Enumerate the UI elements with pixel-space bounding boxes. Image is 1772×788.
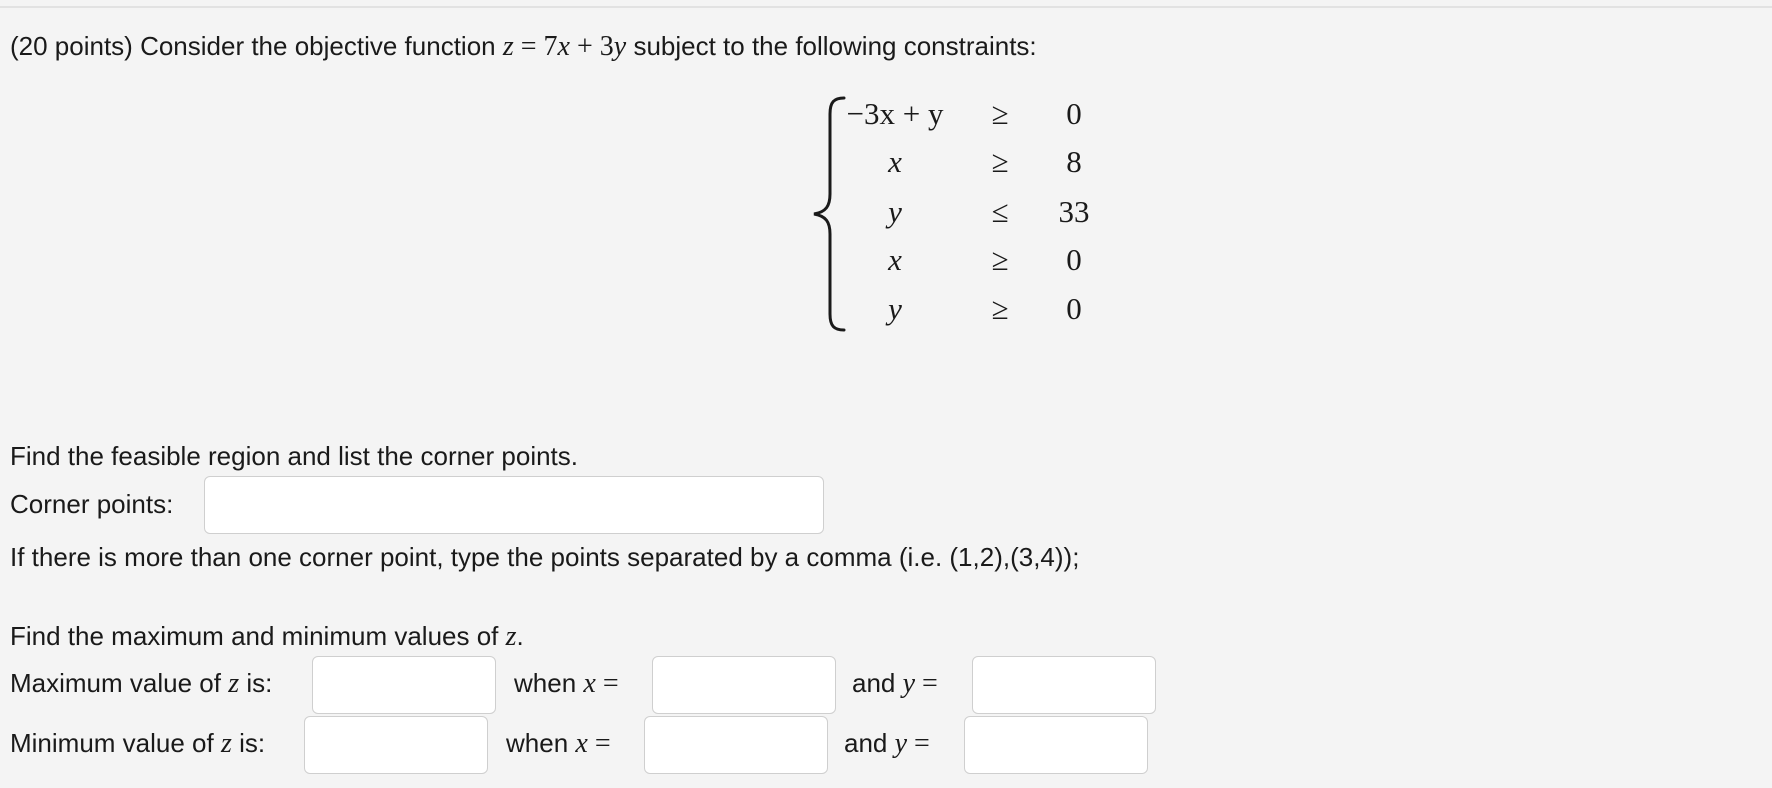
min-when-x	[506, 727, 611, 760]
corner-label: Corner points:	[10, 489, 174, 519]
max-label-text: Maximum value of	[10, 668, 229, 698]
max-x-input[interactable]	[652, 656, 836, 714]
constraint-relation: ≤	[991, 194, 1009, 229]
min-when-eq: =	[587, 728, 611, 759]
min-label-after: is:	[231, 728, 266, 758]
min-label	[10, 727, 265, 760]
min-when-var: x	[575, 728, 588, 759]
corner-points-input[interactable]	[204, 476, 824, 534]
optimize-period: .	[516, 621, 524, 651]
max-when-text: when	[514, 668, 584, 698]
optimize-instruction	[10, 620, 524, 653]
objective-x: x	[557, 31, 570, 62]
max-label	[10, 667, 272, 700]
max-and-y	[852, 667, 938, 700]
min-and-y	[844, 727, 930, 760]
min-y-input[interactable]	[964, 716, 1148, 774]
min-and-text: and	[844, 728, 895, 758]
min-x-input[interactable]	[644, 716, 828, 774]
constraint-relation: ≥	[991, 144, 1009, 179]
constraint-lhs: y	[888, 291, 902, 326]
constraint-rhs: 0	[1066, 291, 1082, 326]
top-divider	[0, 6, 1772, 8]
constraint-relation: ≥	[991, 242, 1009, 277]
max-y-input[interactable]	[972, 656, 1156, 714]
objective-y: y	[613, 31, 627, 62]
min-label-var: z	[220, 728, 232, 759]
min-label-text: Minimum value of	[10, 728, 221, 758]
constraint-rhs: 33	[1058, 194, 1090, 229]
max-value-input[interactable]	[312, 656, 496, 714]
constraint-lhs: x	[888, 144, 902, 179]
max-when-x	[514, 667, 619, 700]
constraint-lhs: x	[888, 242, 902, 277]
max-and-eq: =	[915, 668, 938, 699]
max-and-text: and	[852, 668, 903, 698]
max-when-var: x	[583, 668, 596, 699]
max-label-var: z	[228, 668, 240, 699]
constraint-rhs: 8	[1066, 144, 1082, 179]
min-when-text: when	[506, 728, 576, 758]
corner-instruction: Find the feasible region and list the corner points.	[10, 441, 579, 471]
max-when-eq: =	[595, 668, 619, 699]
intro-after-text: subject to the following constraints:	[626, 31, 1037, 61]
constraint-lhs: y	[888, 194, 902, 229]
objective-plus: + 3	[569, 31, 614, 62]
optimize-instruction-text: Find the maximum and minimum values of	[10, 621, 506, 651]
intro-text: (20 points) Consider the objective function	[10, 31, 503, 61]
objective-z: z	[502, 31, 514, 62]
optimize-var: z	[505, 621, 517, 652]
constraint-rhs: 0	[1066, 242, 1082, 277]
min-and-eq: =	[907, 728, 930, 759]
problem-statement	[10, 30, 1037, 63]
min-value-input[interactable]	[304, 716, 488, 774]
max-and-var: y	[902, 668, 916, 699]
constraint-relation: ≥	[991, 96, 1009, 131]
constraint-relation: ≥	[991, 291, 1009, 326]
max-label-after: is:	[239, 668, 273, 698]
objective-eq: = 7	[513, 31, 558, 62]
constraint-rhs: 0	[1066, 96, 1082, 131]
corner-hint: If there is more than one corner point, type the points separated by a comma (i.e. (1,2),(3,4));	[10, 542, 1080, 572]
constraint-lhs: −3x + y	[846, 96, 944, 131]
min-and-var: y	[894, 728, 908, 759]
